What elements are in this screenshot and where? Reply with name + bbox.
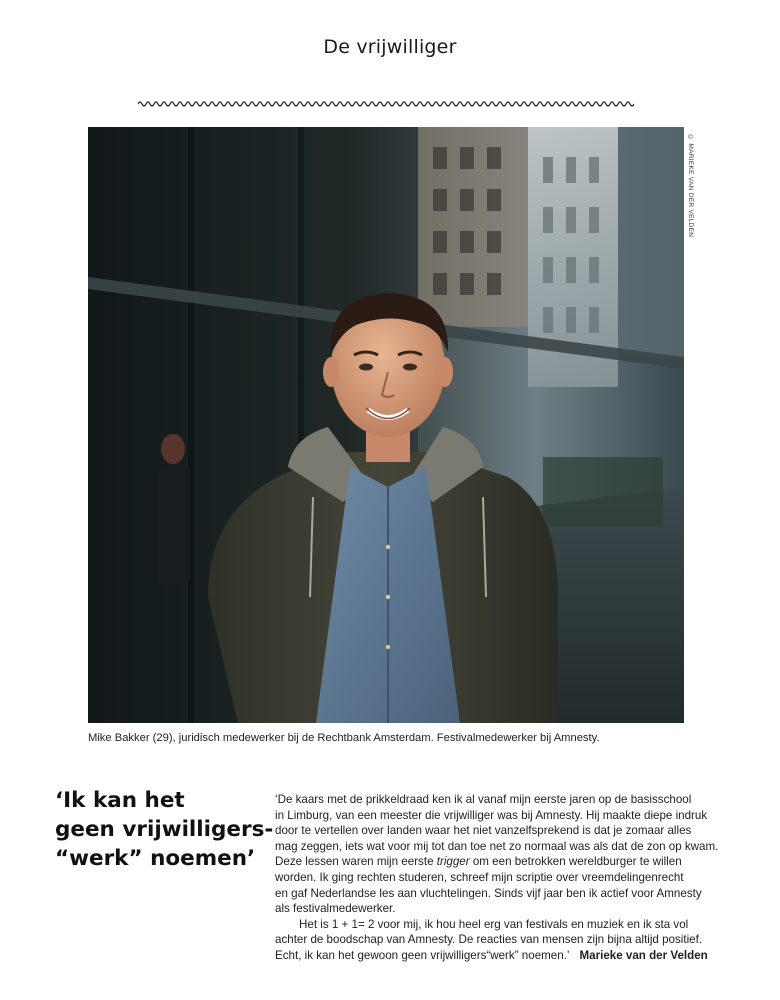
pull-quote-line: ‘Ik kan het [55,788,185,813]
portrait-photo [88,127,684,723]
article-line: Het is 1 + 1= 2 voor mij, ik hou heel erg van festivals en muziek en ik sta vol [299,917,689,931]
article-line: en gaf Nederlandse les aan vluchtelingen. Sinds vijf jaar ben ik actief voor Amnesty [275,886,702,900]
pull-quote-line: geen vrijwilligers- [55,817,274,842]
article-line: als festivalmedewerker. [275,902,396,916]
article-line [275,948,745,964]
pull-quote-line: “werk” noemen’ [55,846,256,871]
photo-caption: Mike Bakker (29), juridisch medewerker bij de Rechtbank Amsterdam. Festivalmedewerker bij Amnesty. [88,732,600,744]
article-body [275,792,745,964]
article-line: mag zeggen, iets wat voor mij tot dan toe net zo normaal was als dat de zon op kwam. [275,839,719,853]
article-text: Deze lessen waren mijn eerste [275,855,437,869]
article-line: worden. Ik ging rechten studeren, schreef mijn scriptie over vreemdelingenrecht [275,870,684,884]
article-text: Echt, ik kan het gewoon geen vrijwilligers“werk” noemen.’ [275,948,570,962]
article-text: om een betrokken wereldburger te willen [469,855,682,869]
author-byline: Marieke van der Velden [579,948,708,962]
pull-quote [55,786,275,873]
article-line: achter de boodschap van Amnesty. De reacties van mensen zijn bijna altijd positief. [275,933,703,947]
page-title: De vrijwilliger [323,36,457,58]
article-emphasis: trigger [436,855,470,869]
article-line: in Limburg, van een meester die vrijwilliger was bij Amnesty. Hij maakte diepe indruk [275,808,708,822]
article-line: ‘De kaars met de prikkeldraad ken ik al vanaf mijn eerste jaren op de basisschool [275,793,692,806]
article-line: door te vertellen over landen waar het niet vanzelfsprekend is dat je zomaar alles [275,824,692,838]
article-line [275,854,745,870]
wavy-divider [138,98,634,110]
photo-credit: © MARIEKE VAN DER VELDEN [687,133,694,237]
